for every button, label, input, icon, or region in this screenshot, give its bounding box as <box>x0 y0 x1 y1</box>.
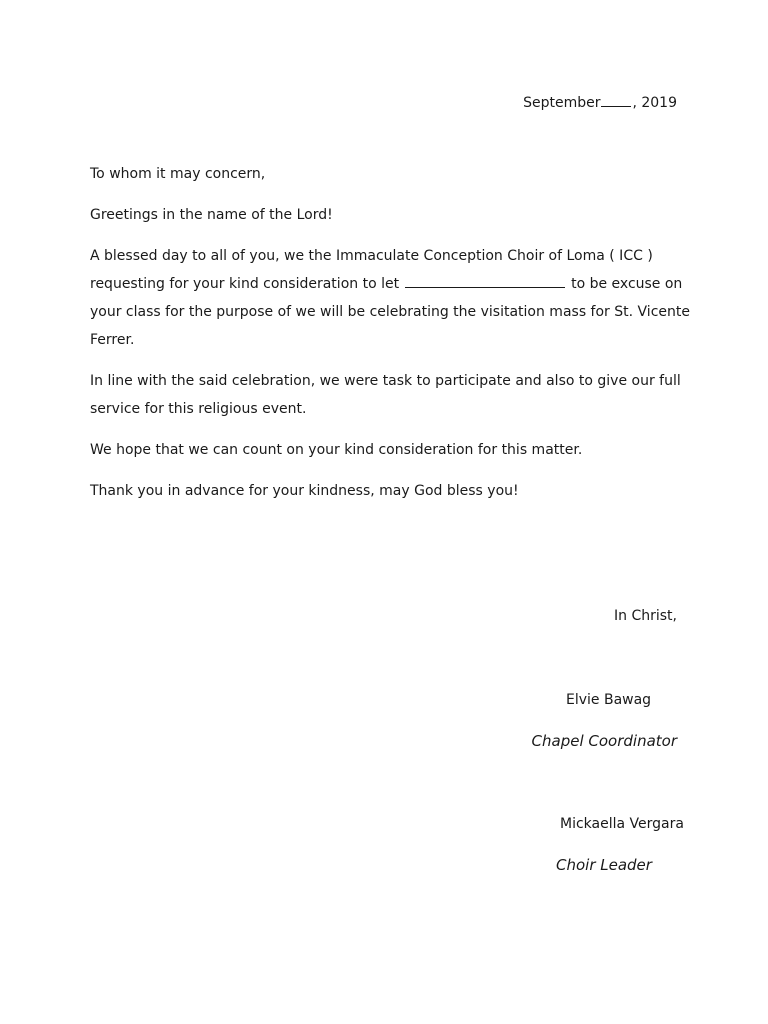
greeting: Greetings in the name of the Lord! <box>90 207 333 223</box>
closing: In Christ, <box>614 608 677 624</box>
signer-title: Chapel Coordinator <box>531 732 677 750</box>
date-year: , 2019 <box>632 95 677 111</box>
hope-paragraph: We hope that we can count on your kind consideration for this matter. <box>90 442 583 458</box>
request-text-start: A blessed day to all of you, we the Immaculate Conception Choir of Loma ( ICC ) requesting for your kind consideration to let <box>90 248 653 292</box>
signer-title: Choir Leader <box>556 856 652 874</box>
request-text-end: to be excuse on your class for the purpose of we will be celebrating the visitation mass for St. Vicente Ferrer. <box>90 276 690 348</box>
thanks-paragraph: Thank you in advance for your kindness, may God bless you! <box>90 483 519 499</box>
request-paragraph <box>90 242 690 354</box>
salutation: To whom it may concern, <box>90 166 266 182</box>
date-day-blank <box>601 94 631 107</box>
student-name-blank <box>405 275 565 288</box>
signer-name: Elvie Bawag <box>566 692 652 708</box>
date-month: September <box>523 95 601 111</box>
celebration-paragraph: In line with the said celebration, we were task to participate and also to give our full service for this religious event. <box>90 373 681 417</box>
letter-body <box>90 160 690 518</box>
letter-date <box>523 94 677 111</box>
signer-name: Mickaella Vergara <box>560 816 684 832</box>
